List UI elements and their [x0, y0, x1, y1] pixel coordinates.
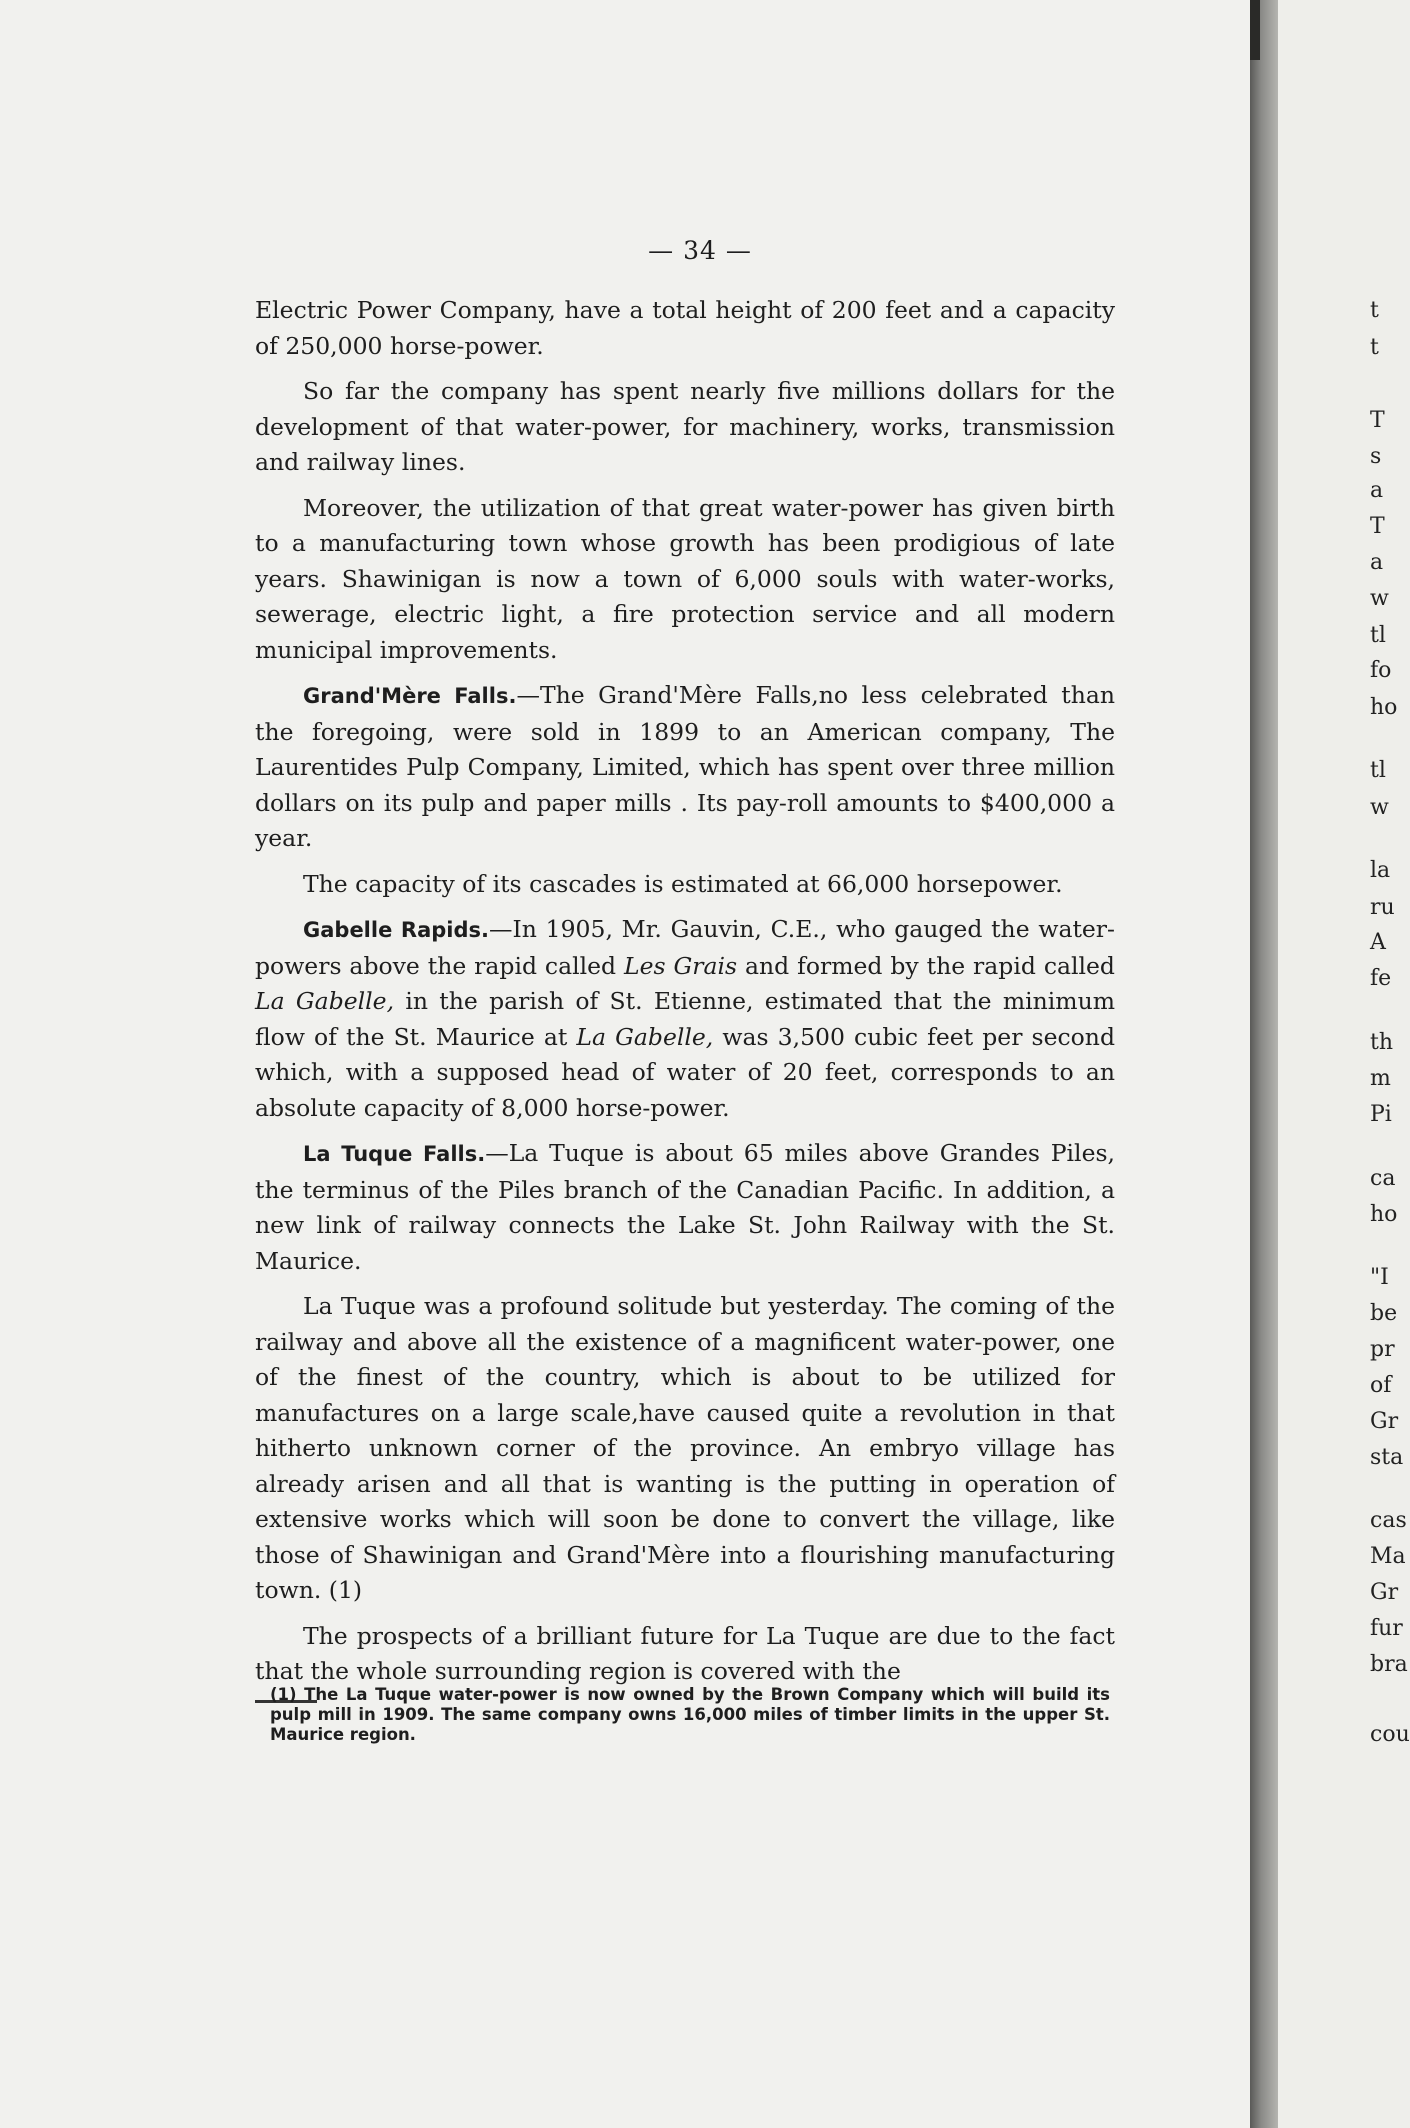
paragraph-la-tuque — [255, 1136, 1115, 1279]
facing-page-fragment: Pi — [1370, 1102, 1392, 1127]
gutter-shadow — [1250, 0, 1260, 60]
facing-page-fragment: a — [1370, 478, 1384, 503]
facing-page-fragment: Ma — [1370, 1544, 1406, 1569]
gabelle-italic-les-grais: Les Grais — [624, 951, 738, 980]
facing-page-fragment: t — [1370, 298, 1379, 323]
gabelle-text-3: in the parish of St. Etienne, estimated that the minimum flow of the St. Maurice at — [255, 987, 1115, 1051]
facing-page-fragment: fe — [1370, 966, 1392, 991]
section-heading-grand-mere-falls: Grand'Mère Falls. — [303, 684, 517, 708]
facing-page-fragment: cas — [1370, 1508, 1407, 1533]
facing-page-fragment: s — [1370, 444, 1382, 469]
paragraph-la-tuque-solitude: La Tuque was a profound solitude but yesterday. The coming of the railway and above all the existence of a magnificent water-power, one of the finest of the country, which is about to be utilized for manufactures on a large scale,have caused quite a revolution in that hitherto unknown corner of the province. An embryo village has already arisen and all that is wanting is the putting in operation of extensive works which will soon be done to convert the village, like those of Shawinigan and Grand'Mère into a flourishing manufacturing town. (1) — [255, 1292, 1115, 1604]
la-tuque-text: —La Tuque is about 65 miles above Grandes Piles, the terminus of the Piles branch of the Canadian Pacific. In addition, a new link of railway connects the Lake St. John Railway with the St. Maurice. — [255, 1139, 1116, 1275]
paragraph-grand-mere — [255, 678, 1115, 857]
facing-page-fragment: t — [1370, 335, 1379, 360]
facing-page-fragment: ca — [1370, 1166, 1396, 1191]
book-gutter — [1250, 0, 1278, 2128]
facing-page-fragment: "I — [1370, 1265, 1389, 1290]
facing-page-fragment: tl — [1370, 623, 1386, 648]
footnote: (1) The La Tuque water-power is now owned by the Brown Company which will build its pulp mill in 1909. The same company owns 16,000 miles of timber limits in the upper St. Maurice region. — [270, 1685, 1110, 1744]
facing-page-fragment: ho — [1370, 695, 1398, 720]
facing-page-fragment: of — [1370, 1373, 1392, 1398]
gabelle-text-2: and formed by the rapid called — [737, 951, 1115, 980]
grand-mere-text: —The Grand'Mère Falls,no less celebrated than the foregoing, were sold in 1899 to an American company, The Laurentides Pulp Company, Limited, which has spent over three million dollars on its pulp and paper mills . Its pay-roll amounts to $400,000 a year. — [255, 681, 1115, 852]
gabelle-text-4: was 3,500 cubic feet per second which, with a supposed head of water of 20 feet, corresponds to an absolute capacity of 8,000 horse-power. — [255, 1022, 1115, 1122]
facing-page-fragment: a — [1370, 550, 1384, 575]
facing-page-fragment: tl — [1370, 758, 1386, 783]
facing-page-fragment: fo — [1370, 658, 1392, 683]
facing-page-fragment: w — [1370, 586, 1389, 611]
facing-page-fragment: pr — [1370, 1337, 1395, 1362]
facing-page-fragment: w — [1370, 795, 1389, 820]
facing-page-edge — [1278, 0, 1410, 2128]
facing-page-fragment: T — [1370, 408, 1385, 433]
paragraph-electric-power: Electric Power Company, have a total height of 200 feet and a capacity of 250,000 horse-power. — [255, 296, 1115, 360]
facing-page-fragment: A — [1370, 930, 1386, 955]
section-heading-la-tuque-falls: La Tuque Falls. — [303, 1142, 486, 1166]
gabelle-italic-la-gabelle-1: La Gabelle, — [255, 987, 395, 1015]
facing-page-fragment: bra — [1370, 1652, 1408, 1677]
paragraph-cascades-capacity: The capacity of its cascades is estimated at 66,000 horsepower. — [303, 869, 1063, 898]
facing-page-fragment: cou — [1370, 1722, 1410, 1747]
facing-page-fragment: la — [1370, 858, 1391, 883]
facing-page-fragment: Gr — [1370, 1580, 1399, 1605]
facing-page-fragment: Gr — [1370, 1409, 1399, 1434]
facing-page-fragment: be — [1370, 1301, 1398, 1326]
facing-page-fragment: ru — [1370, 895, 1395, 920]
paragraph-company-spending: So far the company has spent nearly five millions dollars for the development of that water-power, for machinery, works, transmission and railway lines. — [255, 377, 1115, 476]
facing-page-fragment: sta — [1370, 1445, 1404, 1470]
facing-page-fragment: m — [1370, 1066, 1391, 1091]
facing-page-fragment: T — [1370, 514, 1385, 539]
paragraph-prospects: The prospects of a brilliant future for La Tuque are due to the fact that the whole surrounding region is covered with the — [255, 1621, 1115, 1685]
page-number: — 34 — — [648, 236, 752, 265]
facing-page-fragment: fur — [1370, 1616, 1403, 1641]
paragraph-shawinigan: Moreover, the utilization of that great water-power has given birth to a manufacturing town whose growth has been prodigious of late years. Shawinigan is now a town of 6,000 souls with water-works, sewerage, electric light, a fire protection service and all modern municipal improvements. — [255, 493, 1115, 664]
facing-page-fragment: ho — [1370, 1202, 1398, 1227]
gabelle-italic-la-gabelle-2: La Gabelle, — [576, 1022, 714, 1051]
facing-page-fragment: th — [1370, 1030, 1394, 1055]
paragraph-gabelle — [255, 912, 1115, 1126]
section-heading-gabelle-rapids: Gabelle Rapids. — [303, 918, 489, 942]
gabelle-text-1: —In 1905, Mr. Gauvin, C.E., who gauged the water-powers above the rapid called — [255, 915, 1115, 980]
page-body — [255, 293, 1115, 1717]
